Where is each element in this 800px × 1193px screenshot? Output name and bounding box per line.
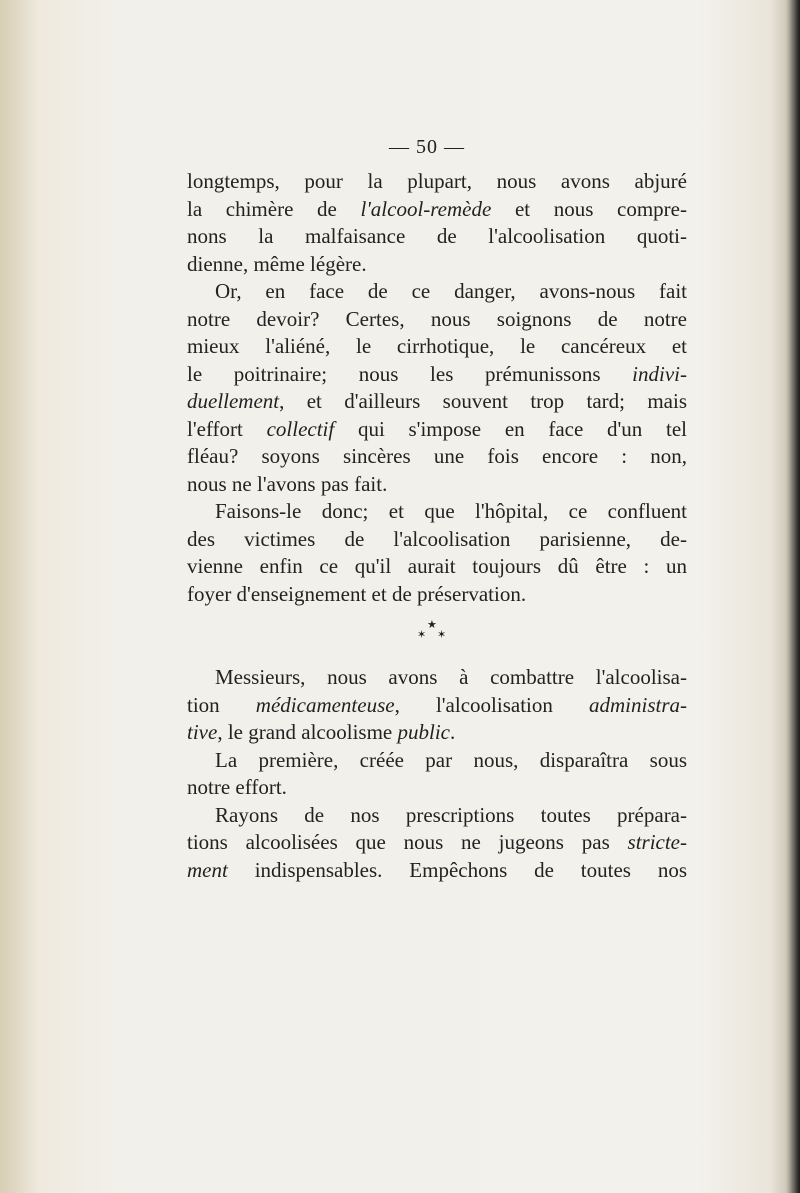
page-number: — 50 — — [389, 136, 465, 158]
text-line: fléau? soyons sincères une fois encore : non, — [187, 444, 687, 468]
text-line: dienne, même légère. — [187, 251, 367, 276]
paragraph-4 — [187, 664, 687, 747]
section-separator — [187, 608, 687, 664]
star-icon: ★ — [427, 619, 437, 631]
body-text — [187, 168, 687, 884]
italic-term: duellement — [187, 389, 280, 413]
text-line: vienne enfin ce qu'il aurait toujours dû être : un — [187, 554, 687, 578]
italic-term: public — [397, 720, 451, 744]
text-line: tions alcoolisées que nous ne jugeons pas stricte- — [187, 830, 687, 854]
text-line: tive, le grand alcoolisme public. — [187, 720, 456, 744]
italic-term: médicamenteuse — [255, 692, 395, 717]
text-line: duellement, et d'ailleurs souvent trop tard; mais — [187, 389, 687, 413]
text-line: La première, créée par nous, disparaîtra sous — [215, 747, 687, 772]
italic-term: administra- — [588, 692, 687, 717]
italic-term: tive — [187, 720, 218, 744]
text-line: la chimère de l'alcool-remède et nous compre- — [187, 196, 687, 221]
text-line: longtemps, pour la plupart, nous avons abjuré — [187, 169, 687, 193]
text-line: nons la malfaisance de l'alcoolisation quoti- — [187, 224, 687, 248]
text-line: notre effort. — [187, 775, 287, 799]
text-line: Or, en face de ce danger, avons-nous fait — [215, 279, 687, 303]
paragraph-3 — [187, 498, 687, 608]
page-binding-edge — [786, 0, 800, 1193]
italic-term: ment — [187, 857, 228, 882]
text-line: Messieurs, nous avons à combattre l'alcoolisa- — [215, 665, 687, 689]
star-icon: ✶ — [417, 629, 427, 641]
paragraph-1 — [187, 168, 687, 278]
paragraph-5 — [187, 747, 687, 802]
text-line: tion médicamenteuse, l'alcoolisation administra- — [187, 692, 687, 717]
text-line: le poitrinaire; nous les prémunissons indivi- — [187, 361, 687, 386]
paragraph-6 — [187, 802, 687, 885]
text-line: ment indispensables. Empêchons de toutes nos — [187, 857, 687, 882]
italic-term: indivi- — [632, 361, 687, 386]
text-line: foyer d'enseignement et de préservation. — [187, 581, 527, 606]
text-line: nous ne l'avons pas fait. — [187, 471, 388, 496]
text-line: Rayons de nos prescriptions toutes prépara- — [215, 802, 687, 827]
star-icon: ✶ — [437, 629, 447, 641]
text-line: l'effort collectif qui s'impose en face d'un tel — [187, 416, 687, 441]
italic-term: stricte- — [627, 830, 687, 854]
page-stain — [0, 0, 40, 1193]
paragraph-2 — [187, 278, 687, 498]
italic-term: l'alcool-remède — [360, 196, 492, 221]
text-line: des victimes de l'alcoolisation parisienne, de- — [187, 526, 687, 551]
text-line: mieux l'aliéné, le cirrhotique, le cancéreux et — [187, 334, 687, 358]
text-line: notre devoir? Certes, nous soignons de notre — [187, 306, 687, 331]
text-line: Faisons-le donc; et que l'hôpital, ce confluent — [215, 499, 687, 523]
italic-term: collectif — [266, 416, 335, 441]
